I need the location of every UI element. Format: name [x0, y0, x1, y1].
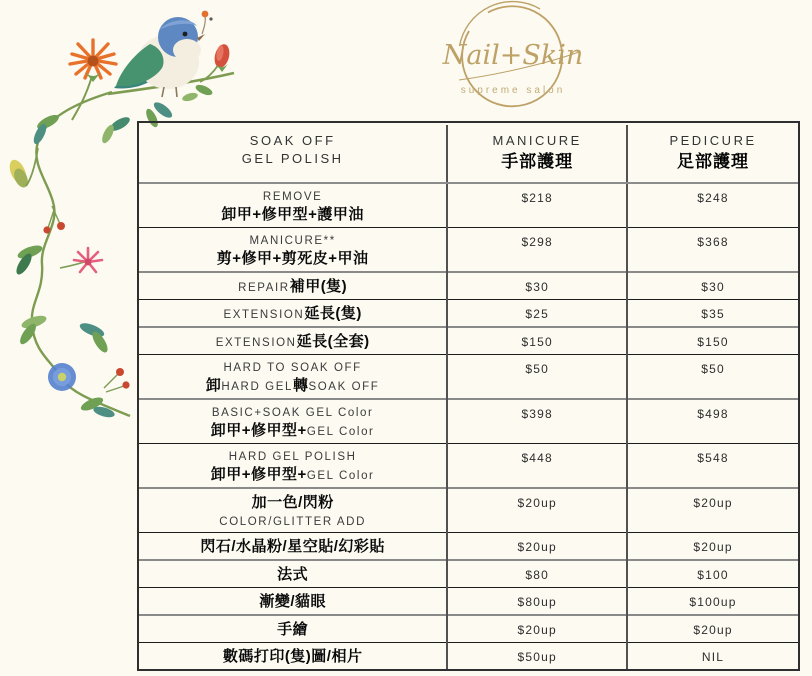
service-text-segment: 延長(隻) [304, 305, 362, 322]
pedicure-price-cell [627, 643, 798, 670]
logo-subtitle-text: supreme salon [460, 85, 566, 96]
pedicure-price: $498 [697, 407, 729, 421]
service-cell [139, 444, 447, 489]
pedicure-price-cell [627, 615, 798, 643]
salon-logo [433, 0, 598, 118]
manicure-price: $20up [517, 496, 557, 510]
table-row [139, 355, 798, 400]
pedicure-price: $30 [701, 280, 725, 294]
service-cell [139, 300, 447, 328]
manicure-price: $298 [521, 235, 553, 249]
service-line [143, 592, 442, 612]
manicure-price-cell [447, 560, 627, 588]
table-row [139, 444, 798, 489]
pedicure-price-cell [627, 228, 798, 273]
berry-cluster [104, 368, 130, 392]
service-line [143, 359, 442, 376]
service-line [143, 565, 442, 585]
logo-graphic [433, 0, 598, 118]
pedicure-price-cell [627, 488, 798, 533]
service-line [143, 205, 442, 225]
service-text-segment: 卸甲+修甲型+ [210, 466, 307, 483]
pedicure-price-cell [627, 444, 798, 489]
header-service-column [139, 125, 447, 183]
daisy-center [88, 56, 99, 67]
header-manicure-en: MANICURE [492, 133, 582, 148]
manicure-price: $80up [517, 595, 557, 609]
service-cell [139, 643, 447, 670]
service-text-segment: HARD TO SOAK OFF [223, 362, 362, 374]
manicure-price: $50 [525, 362, 549, 376]
service-text-segment: 卸甲+修甲型+護甲油 [221, 206, 364, 223]
blue-flower [48, 363, 76, 391]
manicure-price: $398 [521, 407, 553, 421]
header-pedicure-column [627, 125, 798, 183]
pedicure-price: $20up [693, 540, 733, 554]
service-cell [139, 272, 447, 300]
service-line [143, 448, 442, 465]
sprig-blossom [202, 11, 209, 18]
service-text-segment: EXTENSION [215, 337, 297, 349]
service-text-segment: 數碼打印(隻)圖/相片 [222, 648, 363, 665]
pedicure-price-cell [627, 300, 798, 328]
bird-cheek [173, 39, 201, 61]
service-text-segment: 補甲(隻) [289, 278, 348, 295]
manicure-price-cell [447, 533, 627, 561]
table-row [139, 588, 798, 616]
service-cell [139, 488, 447, 533]
table-row [139, 615, 798, 643]
table-row [139, 560, 798, 588]
pedicure-price-cell [627, 399, 798, 444]
pedicure-price: $100 [697, 568, 729, 582]
pedicure-price-cell [627, 355, 798, 400]
manicure-price-cell [447, 444, 627, 489]
service-cell [139, 615, 447, 643]
manicure-price-cell [447, 643, 627, 670]
manicure-price: $218 [521, 191, 553, 205]
service-cell [139, 533, 447, 561]
manicure-price-cell [447, 588, 627, 616]
header-pedicure-zh: 足部護理 [677, 152, 750, 171]
price-table [137, 121, 800, 676]
manicure-price: $150 [521, 335, 553, 349]
service-line [143, 620, 442, 640]
manicure-price-cell [447, 183, 627, 228]
pedicure-price: $100up [689, 595, 737, 609]
service-text-segment: GEL Color [306, 470, 375, 482]
service-text-segment: 手繪 [277, 621, 309, 638]
pink-flower [60, 248, 102, 272]
pedicure-price-cell [627, 327, 798, 355]
service-line [143, 421, 442, 441]
logo-name-text: Nail+Skin [442, 40, 584, 71]
pedicure-price: NIL [701, 650, 725, 664]
service-text-segment: COLOR/GLITTER ADD [219, 516, 366, 528]
bud-stem [26, 148, 38, 186]
service-line [143, 232, 442, 249]
service-text-segment: EXTENSION [223, 309, 305, 321]
service-text-segment: 法式 [277, 566, 309, 583]
bird-beak [197, 34, 205, 41]
service-text-segment: 延長(全套) [296, 333, 370, 350]
service-text-segment: 閃石/水晶粉/星空貼/幻彩貼 [200, 538, 385, 555]
pedicure-price: $20up [693, 623, 733, 637]
service-text-segment: REMOVE [262, 191, 323, 203]
service-line [143, 404, 442, 421]
service-text-segment: 轉 [292, 377, 309, 394]
pedicure-price: $50 [701, 362, 725, 376]
manicure-price: $50up [517, 650, 557, 664]
service-text-segment: HARD GEL POLISH [228, 451, 357, 463]
service-text-segment: 卸甲+修甲型+ [210, 422, 307, 439]
pedicure-price-cell [627, 533, 798, 561]
manicure-price-cell [447, 615, 627, 643]
header-manicure-zh: 手部護理 [501, 152, 574, 171]
header-service-en-line2: GEL POLISH [241, 151, 344, 166]
service-text-segment: GEL Color [306, 426, 375, 438]
table-row [139, 327, 798, 355]
bird-illustration [114, 11, 213, 97]
service-line [143, 376, 442, 396]
service-cell [139, 228, 447, 273]
service-line [143, 188, 442, 205]
service-line [143, 513, 442, 530]
service-text-segment: SOAK OFF [308, 381, 380, 393]
service-line [143, 277, 442, 297]
table-header-row [139, 125, 798, 183]
manicure-price: $20up [517, 540, 557, 554]
header-service-en-line1: SOAK OFF [249, 133, 336, 148]
pedicure-price: $248 [697, 191, 729, 205]
bird-eye [183, 32, 188, 37]
manicure-price: $448 [521, 451, 553, 465]
pedicure-price-cell [627, 588, 798, 616]
service-text-segment: 卸 [205, 377, 222, 394]
manicure-price: $80 [525, 568, 549, 582]
service-cell [139, 183, 447, 228]
table-row [139, 300, 798, 328]
sprig-dot [209, 17, 212, 20]
manicure-price-cell [447, 488, 627, 533]
service-line [143, 304, 442, 324]
header-pedicure-en: PEDICURE [669, 133, 757, 148]
service-cell [139, 327, 447, 355]
service-text-segment: MANICURE** [249, 235, 336, 247]
table-row [139, 533, 798, 561]
manicure-price: $25 [525, 307, 549, 321]
service-line [143, 249, 442, 269]
table-row [139, 643, 798, 670]
manicure-price-cell [447, 399, 627, 444]
table-row [139, 488, 798, 533]
service-text-segment: REPAIR [238, 282, 290, 294]
service-cell [139, 355, 447, 400]
service-cell [139, 399, 447, 444]
service-cell [139, 588, 447, 616]
pedicure-price-cell [627, 272, 798, 300]
manicure-price-cell [447, 355, 627, 400]
leaf [181, 91, 198, 102]
service-line [143, 332, 442, 352]
manicure-price-cell [447, 228, 627, 273]
table-row [139, 272, 798, 300]
service-line [143, 493, 442, 513]
manicure-price-cell [447, 272, 627, 300]
daisy-stem [72, 76, 92, 120]
service-text-segment: BASIC+SOAK GEL Color [211, 407, 374, 419]
service-text-segment: 漸變/貓眼 [259, 593, 326, 610]
service-line [143, 647, 442, 667]
manicure-price: $30 [525, 280, 549, 294]
manicure-price-cell [447, 327, 627, 355]
service-line [143, 537, 442, 557]
service-text-segment: HARD GEL [221, 381, 293, 393]
service-text-segment: 剪+修甲+剪死皮+甲油 [216, 250, 369, 267]
pedicure-price-cell [627, 183, 798, 228]
orange-daisy-flower [70, 40, 116, 120]
pedicure-price: $150 [697, 335, 729, 349]
service-text-segment: 加一色/閃粉 [251, 494, 334, 511]
pedicure-price: $35 [701, 307, 725, 321]
manicure-price: $20up [517, 623, 557, 637]
table-row [139, 228, 798, 273]
service-line [143, 465, 442, 485]
pedicure-price-cell [627, 560, 798, 588]
pedicure-price: $368 [697, 235, 729, 249]
service-cell [139, 560, 447, 588]
pedicure-price: $548 [697, 451, 729, 465]
table-row [139, 183, 798, 228]
header-manicure-column [447, 125, 627, 183]
sprig [202, 16, 205, 34]
table-row [139, 399, 798, 444]
pedicure-price: $20up [693, 496, 733, 510]
manicure-price-cell [447, 300, 627, 328]
